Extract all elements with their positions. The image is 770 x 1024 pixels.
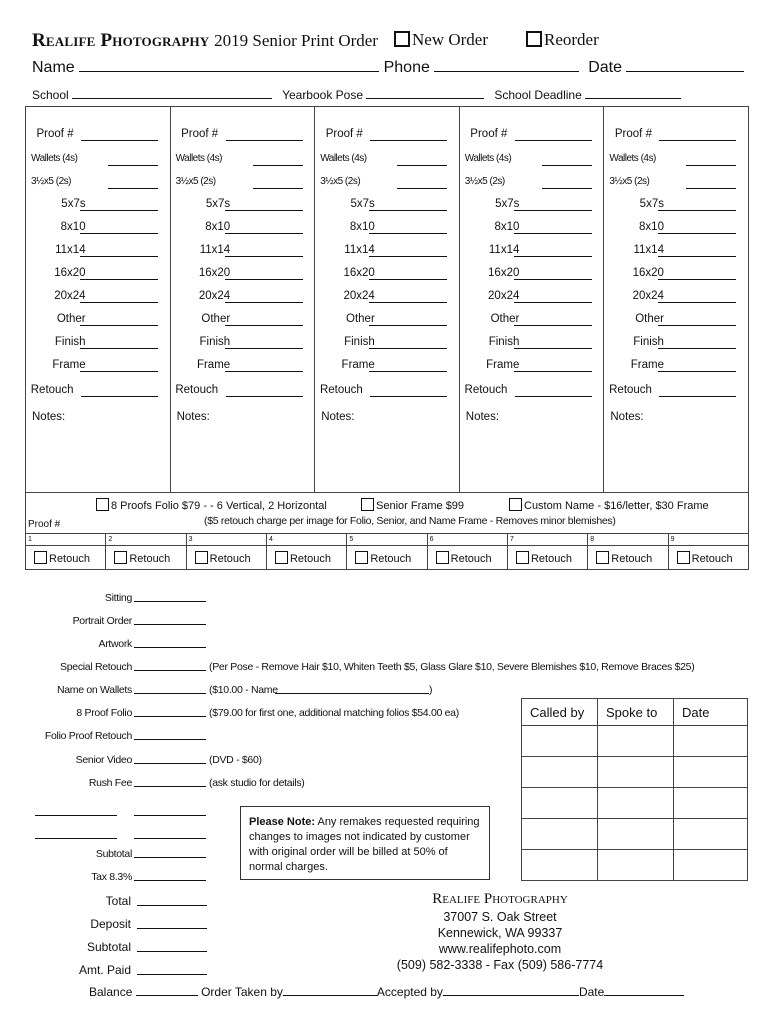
retouch-checkbox[interactable] [677, 551, 690, 564]
amount-field[interactable] [134, 707, 206, 717]
table-row [522, 819, 748, 850]
reorder-option[interactable]: Reorder [526, 30, 599, 50]
retouch-option[interactable]: Retouch [428, 546, 508, 569]
grid-entry-field[interactable] [80, 210, 158, 211]
new-order-checkbox[interactable] [394, 31, 410, 47]
grid-entry-field[interactable] [658, 371, 736, 372]
grid-entry-field[interactable] [369, 302, 447, 303]
grid-row-label: 3½x5 (2s) [320, 176, 361, 187]
proof-number-cell[interactable]: 8 [588, 534, 668, 545]
table-row [522, 850, 748, 881]
amount-field[interactable] [134, 754, 206, 764]
date-signed-field[interactable] [604, 995, 684, 996]
grid-entry-field[interactable] [369, 233, 447, 234]
new-order-option[interactable]: New Order [394, 30, 488, 50]
amount-field[interactable] [134, 592, 206, 602]
grid-row-label: 5x7s [61, 198, 86, 210]
grid-entry-field[interactable] [514, 279, 592, 280]
grid-row-label: Other [635, 313, 664, 325]
studio-phone: (509) 582-3338 - Fax (509) 586-7774 [396, 958, 604, 972]
grid-row-label: 11x14 [488, 244, 520, 256]
retouch-checkbox[interactable] [114, 551, 127, 564]
balance-row: Balance Order Taken by Accepted by Date [89, 985, 684, 999]
proof-number-cell[interactable]: 4 [267, 534, 347, 545]
amount-field[interactable] [137, 894, 207, 906]
grid-row-label: 20x24 [488, 290, 520, 302]
grid-entry-field[interactable] [225, 233, 303, 234]
proof-number-cell[interactable]: 9 [670, 536, 675, 543]
grid-entry-field[interactable] [514, 371, 592, 372]
charge-note: ($79.00 for first one, additional matching folios $54.00 ea) [209, 707, 459, 719]
grid-entry-field[interactable] [397, 188, 447, 189]
form-title [32, 30, 378, 52]
grid-entry-field[interactable] [659, 140, 736, 141]
notes-label: Notes: [32, 411, 66, 423]
order-taken-by-field[interactable] [283, 995, 377, 996]
grid-row-label: Finish [344, 336, 375, 348]
grid-entry-field[interactable] [370, 140, 447, 141]
accepted-by-field[interactable] [443, 995, 579, 996]
amount-field[interactable] [134, 684, 206, 694]
proof-number-cell[interactable]: 5 [347, 534, 427, 545]
amount-field[interactable] [134, 730, 206, 740]
grid-entry-field[interactable] [369, 348, 447, 349]
proof-number-cell[interactable]: 2 [106, 534, 186, 545]
print-order-grid [25, 106, 749, 493]
grid-row-label: 5x7s [495, 198, 520, 210]
reorder-checkbox[interactable] [526, 31, 542, 47]
grid-entry-field[interactable] [658, 256, 736, 257]
retouch-option[interactable]: Retouch [187, 546, 267, 569]
grid-entry-field[interactable] [225, 348, 303, 349]
amount-field[interactable] [137, 917, 207, 929]
called-by-header: Called by [522, 699, 598, 726]
grid-row-label: 20x24 [632, 290, 664, 302]
grid-entry-field[interactable] [225, 256, 303, 257]
grid-row-label: Finish [488, 336, 520, 348]
notes-label: Notes: [465, 411, 500, 423]
retouch-checkbox[interactable] [516, 551, 529, 564]
charge-note: (Per Pose - Remove Hair $10, Whiten Teeth $5, Glass Glare $10, Severe Blemishes $10, Remove Braces $25) [209, 661, 695, 673]
grid-row-label: Wallets (4s) [31, 153, 78, 164]
grid-entry-field[interactable] [658, 302, 736, 303]
wallet-name-field[interactable] [275, 684, 429, 694]
grid-row-label: Proof # [36, 128, 74, 140]
grid-row-label: Retouch [175, 384, 219, 396]
retouch-checkbox[interactable] [195, 551, 208, 564]
grid-entry-field[interactable] [80, 371, 158, 372]
retouch-checkbox[interactable] [275, 551, 288, 564]
grid-row-label: Finish [54, 336, 86, 348]
grid-row-label: 3½x5 (2s) [175, 176, 216, 187]
grid-row-label: Wallets (4s) [464, 153, 512, 164]
name-row: Name Phone Date [32, 59, 744, 77]
grid-row-label: 16x20 [54, 267, 86, 279]
package-options [25, 493, 749, 533]
print-column [171, 107, 316, 492]
grid-entry-field[interactable] [542, 165, 592, 166]
grid-entry-field[interactable] [686, 188, 736, 189]
grid-entry-field[interactable] [515, 396, 592, 397]
grid-row-label: 5x7s [639, 198, 664, 210]
grid-row-label: 5x7s [205, 198, 231, 210]
grid-row-label: 20x24 [54, 290, 86, 302]
grid-row-label: Wallets (4s) [320, 153, 367, 164]
grid-row-label: Wallets (4s) [609, 153, 656, 164]
grid-entry-field[interactable] [226, 140, 303, 141]
grid-entry-field[interactable] [108, 165, 158, 166]
retouch-checkbox[interactable] [34, 551, 47, 564]
grid-entry-field[interactable] [225, 279, 303, 280]
proof-number-cell[interactable]: 3 [187, 534, 267, 545]
grid-entry-field[interactable] [253, 165, 303, 166]
table-row [522, 757, 748, 788]
grid-entry-field[interactable] [514, 210, 592, 211]
amount-field[interactable] [134, 871, 206, 881]
grid-row-label: 11x14 [344, 244, 375, 256]
custom-name-checkbox[interactable] [509, 498, 522, 511]
grid-row-label: Proof # [325, 128, 363, 140]
grid-entry-field[interactable] [253, 188, 303, 189]
retouch-cells [26, 546, 748, 569]
blank-amount-1[interactable] [134, 803, 206, 821]
grid-entry-field[interactable] [369, 256, 447, 257]
retouch-option[interactable]: Retouch [508, 546, 588, 569]
grid-row-label: 3½x5 (2s) [31, 176, 71, 187]
grid-entry-field[interactable] [369, 279, 447, 280]
table-row [522, 726, 748, 757]
studio-name: Realife Photography [432, 891, 568, 907]
grid-row-label: 8x10 [60, 221, 86, 233]
grid-row-label: Retouch [464, 384, 508, 396]
folio-option[interactable]: 8 Proofs Folio $79 - - 6 Vertical, 2 Horizontal [96, 498, 327, 512]
notes-label: Notes: [321, 411, 355, 423]
blank-amount-2[interactable] [134, 826, 206, 844]
grid-entry-field[interactable] [225, 302, 303, 303]
amount-field[interactable] [134, 661, 206, 671]
grid-row-label: Wallets (4s) [175, 153, 223, 164]
blank-line-1[interactable] [35, 803, 117, 821]
grid-row-label: 16x20 [198, 267, 231, 279]
grid-row-label: 5x7s [350, 198, 375, 210]
proof-number-label: Proof # [28, 519, 61, 530]
senior-frame-option[interactable]: Senior Frame $99 [361, 498, 464, 512]
grid-row-label: 8x10 [639, 221, 664, 233]
notes-label: Notes: [176, 411, 210, 423]
amount-field[interactable] [137, 963, 207, 975]
proof-number-cell[interactable]: 6 [428, 534, 508, 545]
amount-field[interactable] [137, 940, 207, 952]
retouch-charge-note: ($5 retouch charge per image for Folio, Senior, and Name Frame - Removes minor blemishes) [204, 515, 616, 527]
grid-entry-field[interactable] [514, 233, 592, 234]
grid-entry-field[interactable] [369, 325, 447, 326]
grid-entry-field[interactable] [225, 371, 303, 372]
notes-label: Notes: [610, 411, 644, 423]
call-log-table [521, 698, 748, 881]
remake-note-box: Please Note: Any remakes requested requiring changes to images not indicated by customer with original order will be billed at 50% of normal charges. [240, 806, 490, 880]
retouch-option[interactable]: Retouch [669, 546, 748, 569]
retouch-option[interactable]: Retouch [347, 546, 427, 569]
brand-name: Realife Photography [32, 30, 210, 51]
grid-row-label: 20x24 [343, 290, 375, 302]
retouch-option[interactable]: Retouch [588, 546, 668, 569]
grid-entry-field[interactable] [226, 396, 303, 397]
grid-row-label: Finish [633, 336, 664, 348]
retouch-option[interactable]: Retouch [26, 546, 106, 569]
amount-field[interactable] [134, 638, 206, 648]
grid-row-label: 20x24 [198, 290, 231, 302]
grid-row-label: Retouch [609, 384, 652, 396]
grid-row-label: Frame [52, 359, 86, 371]
grid-row-label: 11x14 [55, 244, 86, 256]
grid-row-label: 3½x5 (2s) [609, 176, 650, 187]
print-column [26, 107, 171, 492]
grid-entry-field[interactable] [542, 188, 592, 189]
grid-row-label: Finish [199, 336, 231, 348]
grid-entry-field[interactable] [225, 210, 303, 211]
grid-row-label: 11x14 [633, 244, 664, 256]
print-column [604, 107, 748, 492]
grid-entry-field[interactable] [80, 256, 158, 257]
custom-name-option[interactable]: Custom Name - $16/letter, $30 Frame [509, 498, 709, 512]
grid-entry-field[interactable] [370, 396, 447, 397]
grid-row-label: 3½x5 (2s) [464, 176, 505, 187]
yearbook-pose-field[interactable] [366, 98, 484, 99]
grid-entry-field[interactable] [514, 302, 592, 303]
proof-number-cell[interactable]: 1 [26, 534, 106, 545]
grid-row-label: 11x14 [199, 244, 231, 256]
grid-entry-field[interactable] [80, 279, 158, 280]
grid-row-label: Other [346, 313, 375, 325]
grid-entry-field[interactable] [225, 325, 303, 326]
studio-address-2: Kennewick, WA 99337 [437, 926, 563, 940]
school-row: School Yearbook Pose School Deadline [32, 88, 681, 102]
proof-number-cell[interactable]: 7 [508, 534, 588, 545]
blank-line-2[interactable] [35, 826, 117, 844]
retouch-option[interactable]: Retouch [106, 546, 186, 569]
grid-entry-field[interactable] [514, 256, 592, 257]
grid-entry-field[interactable] [80, 302, 158, 303]
grid-entry-field[interactable] [686, 165, 736, 166]
name-field[interactable] [79, 71, 379, 72]
folio-checkbox[interactable] [96, 498, 109, 511]
charge-note: (DVD - $60) [209, 754, 262, 766]
grid-row-label: Proof # [181, 128, 219, 140]
grid-entry-field[interactable] [80, 233, 158, 234]
grid-row-label: Other [56, 313, 86, 325]
grid-row-label: Other [201, 313, 231, 325]
retouch-option[interactable]: Retouch [267, 546, 347, 569]
amount-field[interactable] [134, 615, 206, 625]
grid-entry-field[interactable] [659, 396, 736, 397]
grid-entry-field[interactable] [108, 188, 158, 189]
grid-row-label: 8x10 [349, 221, 375, 233]
date-header: Date [674, 699, 748, 726]
date-field[interactable] [626, 71, 744, 72]
grid-row-label: Proof # [470, 128, 508, 140]
grid-row-label: 16x20 [343, 267, 375, 279]
amount-field[interactable] [134, 777, 206, 787]
grid-row-label: 16x20 [632, 267, 664, 279]
grid-entry-field[interactable] [514, 348, 592, 349]
grid-entry-field[interactable] [81, 140, 158, 141]
grid-row-label: Retouch [30, 384, 74, 396]
studio-website: www.realifephoto.com [438, 942, 562, 956]
grid-entry-field[interactable] [658, 279, 736, 280]
grid-entry-field[interactable] [80, 325, 158, 326]
print-column [460, 107, 605, 492]
grid-entry-field[interactable] [369, 371, 447, 372]
grid-row-label: Retouch [319, 384, 363, 396]
phone-field[interactable] [434, 71, 579, 72]
table-row [522, 788, 748, 819]
grid-row-label: 8x10 [494, 221, 520, 233]
grid-entry-field[interactable] [658, 348, 736, 349]
studio-contact [380, 891, 620, 973]
grid-entry-field[interactable] [81, 396, 158, 397]
form-title-text: 2019 Senior Print Order [214, 31, 378, 50]
grid-entry-field[interactable] [80, 348, 158, 349]
grid-row-label: Frame [486, 359, 520, 371]
grid-entry-field[interactable] [658, 233, 736, 234]
print-column [315, 107, 460, 492]
grid-row-label: Proof # [614, 128, 652, 140]
amount-field[interactable] [134, 848, 206, 858]
balance-field[interactable] [136, 995, 198, 996]
grid-entry-field[interactable] [515, 140, 592, 141]
retouch-checkbox[interactable] [355, 551, 368, 564]
grid-entry-field[interactable] [514, 325, 592, 326]
proof-number-cells [26, 534, 748, 546]
grid-row-label: 8x10 [205, 221, 231, 233]
grid-entry-field[interactable] [658, 210, 736, 211]
grid-row-label: Frame [630, 359, 664, 371]
senior-frame-checkbox[interactable] [361, 498, 374, 511]
charge-note: (ask studio for details) [209, 777, 305, 789]
grid-row-label: Other [490, 313, 520, 325]
grid-entry-field[interactable] [397, 165, 447, 166]
school-field[interactable] [72, 98, 272, 99]
grid-entry-field[interactable] [369, 210, 447, 211]
school-deadline-field[interactable] [585, 98, 681, 99]
retouch-checkbox[interactable] [436, 551, 449, 564]
studio-address-1: 37007 S. Oak Street [443, 910, 557, 924]
grid-entry-field[interactable] [658, 325, 736, 326]
charge-note: ($10.00 - Name [209, 684, 278, 696]
grid-row-label: Frame [196, 359, 231, 371]
grid-row-label: Frame [341, 359, 375, 371]
grid-row-label: 16x20 [488, 267, 520, 279]
retouch-checkbox[interactable] [596, 551, 609, 564]
proof-retouch-row [25, 533, 749, 570]
spoke-to-header: Spoke to [598, 699, 674, 726]
